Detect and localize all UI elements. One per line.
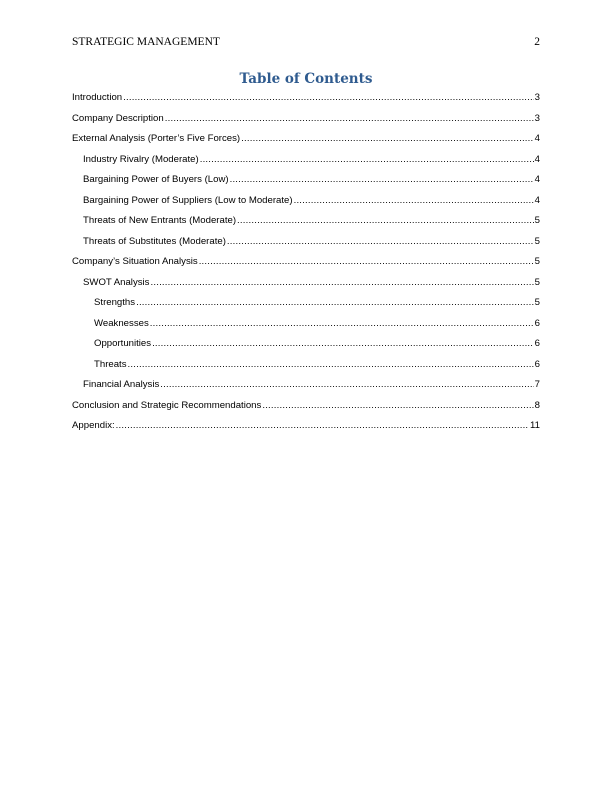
toc-entry[interactable]	[72, 173, 540, 194]
toc-entry-page: 5	[534, 215, 540, 226]
toc-entry-label[interactable]: Threats of New Entrants (Moderate)	[83, 215, 237, 226]
toc-entry[interactable]	[72, 276, 540, 297]
toc-entry[interactable]	[72, 337, 540, 358]
toc-entry-page: 5	[534, 276, 540, 288]
toc-entry-page: 3	[534, 92, 540, 103]
toc-entry[interactable]	[72, 378, 540, 399]
toc-entry[interactable]	[72, 358, 540, 379]
toc-dot-leader	[237, 214, 534, 228]
toc-entry[interactable]	[72, 255, 540, 276]
toc-entry-label[interactable]: Financial Analysis	[83, 379, 160, 390]
toc-entry-page: 7	[534, 379, 540, 390]
running-header	[72, 36, 540, 50]
toc-entry[interactable]	[72, 399, 540, 420]
toc-entry[interactable]	[72, 214, 540, 235]
toc-entry-label[interactable]: Company Description	[72, 112, 164, 124]
toc-entry-label[interactable]: SWOT Analysis	[83, 276, 150, 288]
toc-entry[interactable]	[72, 91, 540, 112]
toc-dot-leader	[294, 194, 534, 208]
toc-dot-leader	[199, 255, 534, 269]
toc-entry-label[interactable]: Conclusion and Strategic Recommendations	[72, 399, 262, 411]
toc-entry-label[interactable]: Threats of Substitutes (Moderate)	[83, 235, 226, 247]
toc-entry-page: 4	[534, 153, 540, 165]
toc-dot-leader	[128, 358, 534, 372]
toc-entry-label[interactable]: Company’s Situation Analysis	[72, 256, 198, 267]
toc-entry-label[interactable]: Industry Rivalry (Moderate)	[83, 153, 199, 165]
toc-dot-leader	[165, 112, 534, 126]
toc-entry[interactable]	[72, 194, 540, 215]
toc-dot-leader	[136, 296, 534, 310]
toc-heading: Table of Contents	[239, 71, 373, 87]
toc-entry-page: 5	[534, 256, 540, 267]
toc-entry[interactable]	[72, 153, 540, 174]
toc-entry[interactable]	[72, 296, 540, 317]
toc-entry-label[interactable]: Strengths	[94, 297, 136, 308]
toc-dot-leader	[152, 337, 534, 351]
toc-entry-page: 4	[534, 174, 540, 185]
toc-entry-label[interactable]: Opportunities	[94, 338, 152, 349]
toc-entry[interactable]	[72, 419, 540, 440]
toc-entry-label[interactable]: Bargaining Power of Suppliers (Low to Moderate)	[83, 194, 293, 206]
toc-entry-page: 3	[534, 112, 540, 124]
toc-entry-label[interactable]: External Analysis (Porter’s Five Forces)	[72, 133, 241, 144]
toc-entry-page: 6	[534, 358, 540, 370]
toc-entry-label[interactable]: Threats	[94, 358, 127, 370]
table-of-contents	[72, 91, 540, 440]
toc-entry-label[interactable]: Introduction	[72, 92, 123, 103]
toc-dot-leader	[200, 153, 534, 167]
toc-dot-leader	[230, 173, 534, 187]
page-number: 2	[534, 36, 540, 48]
toc-entry-page: 6	[534, 317, 540, 329]
toc-entry-page: 6	[534, 338, 540, 349]
toc-entry-page: 4	[534, 133, 540, 144]
toc-entry-label[interactable]: Weaknesses	[94, 317, 149, 329]
toc-entry-page: 4	[534, 194, 540, 206]
toc-dot-leader	[160, 378, 533, 392]
toc-entry[interactable]	[72, 317, 540, 338]
toc-dot-leader	[227, 235, 534, 249]
toc-dot-leader	[241, 132, 534, 146]
toc-entry-page: 5	[534, 235, 540, 247]
toc-dot-leader	[116, 419, 529, 433]
toc-entry-label[interactable]: Bargaining Power of Buyers (Low)	[83, 174, 229, 185]
running-head-title: STRATEGIC MANAGEMENT	[72, 36, 220, 48]
toc-dot-leader	[150, 317, 534, 331]
toc-entry[interactable]	[72, 235, 540, 256]
toc-dot-leader	[262, 399, 533, 413]
toc-dot-leader	[150, 276, 533, 290]
toc-entry-page: 8	[534, 399, 540, 411]
toc-entry[interactable]	[72, 112, 540, 133]
toc-entry-page: 11	[530, 420, 540, 431]
toc-entry-label[interactable]: Appendix:	[72, 420, 115, 431]
toc-dot-leader	[123, 91, 534, 105]
toc-entry-page: 5	[534, 297, 540, 308]
toc-entry[interactable]	[72, 132, 540, 153]
